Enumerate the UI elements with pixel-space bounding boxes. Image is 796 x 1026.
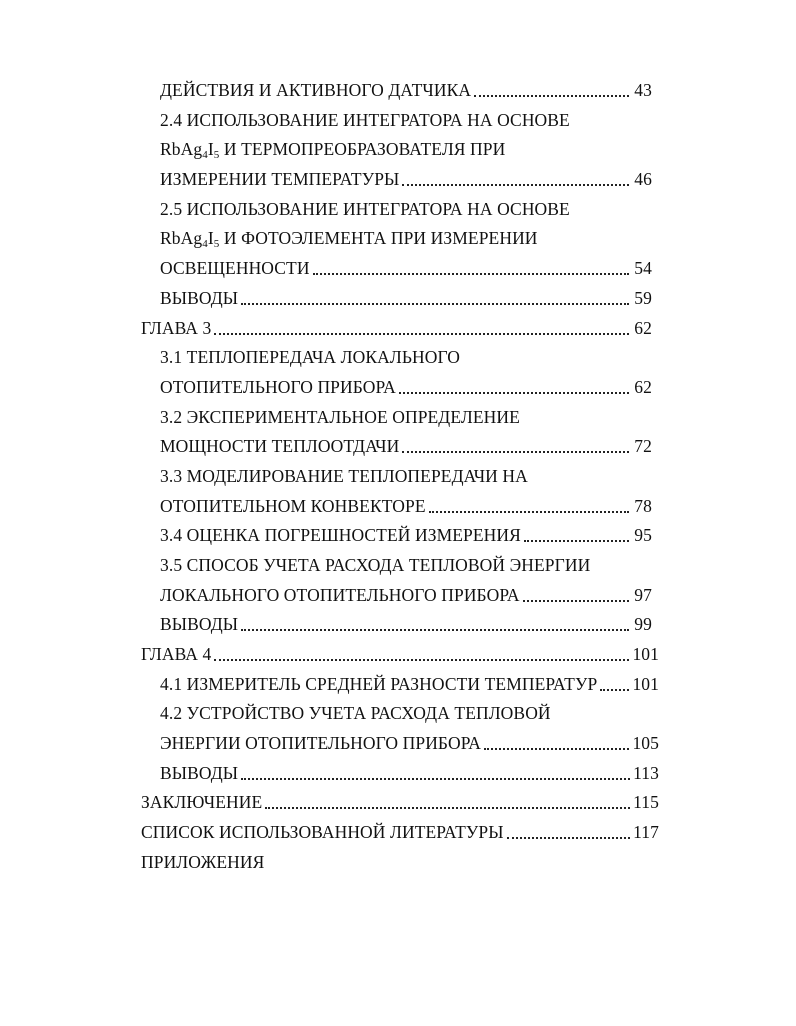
toc-page-number: 72 xyxy=(634,436,652,456)
toc-page-number: 117 xyxy=(633,822,659,842)
toc-entry-text: ГЛАВА 4 xyxy=(141,644,212,664)
dot-leader xyxy=(313,255,629,275)
toc-entry xyxy=(141,312,652,338)
toc-entry-text: 3.1 ТЕПЛОПЕРЕДАЧА ЛОКАЛЬНОГО xyxy=(160,347,460,367)
toc-entry-text: ВЫВОДЫ xyxy=(160,763,239,783)
toc-entry-text: ОТОПИТЕЛЬНОМ КОНВЕКТОРЕ xyxy=(160,496,426,516)
toc-entry-text: 3.3 МОДЕЛИРОВАНИЕ ТЕПЛОПЕРЕДАЧИ НА xyxy=(160,466,528,486)
toc-entry-text: ГЛАВА 3 xyxy=(141,318,212,338)
toc-entry xyxy=(160,133,652,159)
toc-entry xyxy=(160,222,652,248)
toc-page-number: 59 xyxy=(634,288,652,308)
toc-entry xyxy=(160,163,652,189)
toc-page-number: 115 xyxy=(633,792,659,812)
toc-entry xyxy=(160,74,652,100)
toc-page-number: 113 xyxy=(633,763,659,783)
toc-entry-text: ВЫВОДЫ xyxy=(160,614,239,634)
toc-entry xyxy=(160,579,652,605)
toc-entry xyxy=(141,786,659,812)
toc-entry xyxy=(141,816,659,842)
dot-leader xyxy=(214,641,629,661)
toc-page-number: 46 xyxy=(634,169,652,189)
toc-entry xyxy=(160,460,652,486)
toc-entry xyxy=(160,341,652,367)
toc-entry xyxy=(160,282,652,308)
dot-leader xyxy=(265,789,630,809)
dot-leader xyxy=(399,374,629,394)
dot-leader xyxy=(402,433,629,453)
dot-leader xyxy=(241,760,630,780)
toc-entry-text: ЛОКАЛЬНОГО ОТОПИТЕЛЬНОГО ПРИБОРА xyxy=(160,585,520,605)
toc-entry-text: ДЕЙСТВИЯ И АКТИВНОГО ДАТЧИКА xyxy=(160,80,472,100)
toc-entry-text: 2.4 ИСПОЛЬЗОВАНИЕ ИНТЕГРАТОРА НА ОСНОВЕ xyxy=(160,110,570,130)
toc-entry-text: СПИСОК ИСПОЛЬЗОВАННОЙ ЛИТЕРАТУРЫ xyxy=(141,822,504,842)
toc-entry xyxy=(160,252,652,278)
toc-page-number: 78 xyxy=(634,496,652,516)
dot-leader xyxy=(214,315,629,335)
toc-entry-text: 4.1 ИЗМЕРИТЕЛЬ СРЕДНЕЙ РАЗНОСТИ ТЕМПЕРАТУР xyxy=(160,674,598,694)
toc-entry xyxy=(160,401,652,427)
dot-leader xyxy=(524,522,629,542)
toc-entry-text: 3.2 ЭКСПЕРИМЕНТАЛЬНОЕ ОПРЕДЕЛЕНИЕ xyxy=(160,407,520,427)
toc-page-number: 62 xyxy=(634,377,652,397)
toc-entry xyxy=(160,193,652,219)
toc-page-number: 97 xyxy=(634,585,652,605)
toc-entry-text: ВЫВОДЫ xyxy=(160,288,239,308)
toc-entry-text: ОТОПИТЕЛЬНОГО ПРИБОРА xyxy=(160,377,396,397)
toc-page-number: 99 xyxy=(634,614,652,634)
toc-page-number: 101 xyxy=(632,644,659,664)
toc-entry xyxy=(160,549,652,575)
toc-entry-text: 2.5 ИСПОЛЬЗОВАНИЕ ИНТЕГРАТОРА НА ОСНОВЕ xyxy=(160,199,570,219)
toc-entry-text: ПРИЛОЖЕНИЯ xyxy=(141,852,265,872)
toc-entry xyxy=(141,846,659,872)
toc-entry xyxy=(160,371,652,397)
toc-entry xyxy=(160,727,659,753)
dot-leader xyxy=(523,582,629,602)
toc-entry-text: ЭНЕРГИИ ОТОПИТЕЛЬНОГО ПРИБОРА xyxy=(160,733,482,753)
toc-entry xyxy=(141,638,659,664)
toc-entry xyxy=(160,490,652,516)
dot-leader xyxy=(484,730,629,750)
toc-page-number: 54 xyxy=(634,258,652,278)
dot-leader xyxy=(429,493,629,513)
dot-leader xyxy=(241,285,629,305)
toc-entry xyxy=(160,519,652,545)
dot-leader xyxy=(474,77,629,97)
dot-leader xyxy=(241,611,629,631)
toc-entry-text: МОЩНОСТИ ТЕПЛООТДАЧИ xyxy=(160,436,400,456)
toc-entry xyxy=(160,668,659,694)
toc-entry-text: 4.2 УСТРОЙСТВО УЧЕТА РАСХОДА ТЕПЛОВОЙ xyxy=(160,703,551,723)
toc-entry xyxy=(160,430,652,456)
toc-entry xyxy=(160,104,652,130)
toc-page-number: 62 xyxy=(634,318,652,338)
toc-entry-text: 3.5 СПОСОБ УЧЕТА РАСХОДА ТЕПЛОВОЙ ЭНЕРГИИ xyxy=(160,555,591,575)
toc-entry-text: ИЗМЕРЕНИИ ТЕМПЕРАТУРЫ xyxy=(160,169,400,189)
dot-leader xyxy=(402,166,629,186)
toc-page-number: 43 xyxy=(634,80,652,100)
toc-entry xyxy=(160,697,659,723)
toc-entry-text: $RbAg_4I_5$ И ФОТОЭЛЕМЕНТА ПРИ ИЗМЕРЕНИИ xyxy=(160,228,538,250)
toc-entry-text: 3.4 ОЦЕНКА ПОГРЕШНОСТЕЙ ИЗМЕРЕНИЯ xyxy=(160,525,521,545)
toc-entry xyxy=(160,757,659,783)
toc-page-number: 105 xyxy=(632,733,659,753)
toc-entry xyxy=(160,608,652,634)
toc-entry-text: ОСВЕЩЕННОСТИ xyxy=(160,258,310,278)
dot-leader xyxy=(507,819,631,839)
toc-page-number: 95 xyxy=(634,525,652,545)
toc-page-number: 101 xyxy=(632,674,659,694)
toc-entry-text: ЗАКЛЮЧЕНИЕ xyxy=(141,792,263,812)
dot-leader xyxy=(600,671,629,691)
toc-entry-text: $RbAg_4I_5$ И ТЕРМОПРЕОБРАЗОВАТЕЛЯ ПРИ xyxy=(160,139,506,161)
